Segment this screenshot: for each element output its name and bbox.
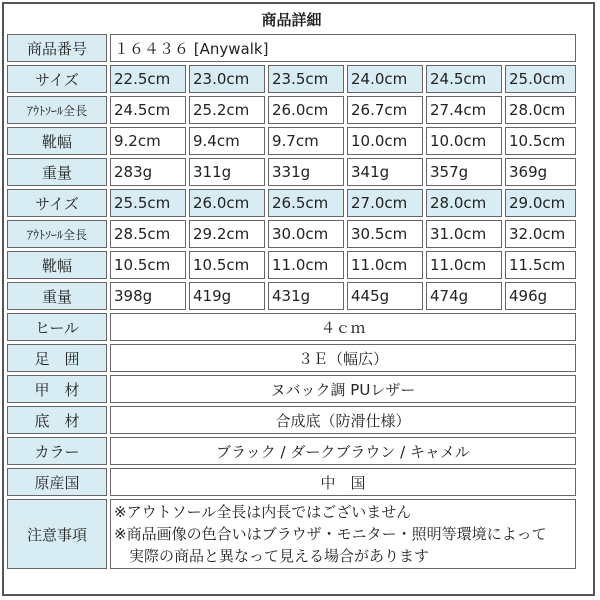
- shoe-width-cell: 11.0cm: [347, 251, 423, 279]
- shoe-width-cell: 11.5cm: [505, 251, 576, 279]
- weight-cell: 369g: [505, 158, 576, 186]
- shoe-width-cell: 10.5cm: [505, 127, 576, 155]
- table-title: 商品詳細: [261, 10, 322, 29]
- size-cell: 23.0cm: [189, 65, 265, 93]
- outsole-length-cell: 26.0cm: [268, 96, 344, 124]
- outsole-length-label: ｱｳﾄｿｰﾙ全長: [7, 220, 107, 248]
- weight-cell: 496g: [505, 282, 576, 310]
- weight-cell: 474g: [426, 282, 502, 310]
- size-label: サイズ: [7, 65, 107, 93]
- size-cell: 25.0cm: [505, 65, 576, 93]
- shoe-width-cell: 10.0cm: [347, 127, 423, 155]
- outsole-length-cell: 31.0cm: [426, 220, 502, 248]
- size-cell: 24.5cm: [426, 65, 502, 93]
- product-number-value: １６４３６ [Anywalk]: [110, 34, 576, 62]
- outsole-length-row: [7, 220, 576, 248]
- weight-cell: 398g: [110, 282, 186, 310]
- weight-cell: 445g: [347, 282, 423, 310]
- outsole-length-cell: 26.7cm: [347, 96, 423, 124]
- product-number-label: 商品番号: [7, 34, 107, 62]
- color-row: [7, 437, 576, 465]
- weight-label: 重量: [7, 158, 107, 186]
- product-detail-table: [4, 4, 579, 572]
- size-row: [7, 189, 576, 217]
- size-row: [7, 65, 576, 93]
- notes-row: [7, 499, 576, 569]
- notes-value: [110, 499, 576, 569]
- size-cell: 26.0cm: [189, 189, 265, 217]
- color-value: ブラック / ダークブラウン / キャメル: [110, 437, 576, 465]
- weight-cell: 283g: [110, 158, 186, 186]
- weight-row: [7, 282, 576, 310]
- outsole-length-cell: 28.5cm: [110, 220, 186, 248]
- title-row: [7, 7, 576, 31]
- shoe-width-cell: 10.5cm: [110, 251, 186, 279]
- notes-label: 注意事項: [7, 499, 107, 569]
- color-label: カラー: [7, 437, 107, 465]
- weight-cell: 419g: [189, 282, 265, 310]
- weight-cell: 357g: [426, 158, 502, 186]
- notes-line: 実際の商品と異なって見える場合があります: [114, 547, 430, 565]
- weight-cell: 331g: [268, 158, 344, 186]
- size-cell: 25.5cm: [110, 189, 186, 217]
- size-cell: 29.0cm: [505, 189, 576, 217]
- size-cell: 22.5cm: [110, 65, 186, 93]
- weight-label: 重量: [7, 282, 107, 310]
- fit-value: ３Ｅ（幅広）: [110, 344, 576, 372]
- outsole-length-cell: 29.2cm: [189, 220, 265, 248]
- weight-cell: 431g: [268, 282, 344, 310]
- fit-label: 足 囲: [7, 344, 107, 372]
- weight-cell: 341g: [347, 158, 423, 186]
- shoe-width-row: [7, 251, 576, 279]
- outsole-length-cell: 32.0cm: [505, 220, 576, 248]
- shoe-width-cell: 11.0cm: [426, 251, 502, 279]
- origin-row: [7, 468, 576, 496]
- notes-line: ※商品画像の色合いはブラウザ・モニター・照明等環境によって: [114, 525, 547, 543]
- fit-row: [7, 344, 576, 372]
- heel-label: ヒール: [7, 313, 107, 341]
- origin-label: 原産国: [7, 468, 107, 496]
- heel-value: ４ｃｍ: [110, 313, 576, 341]
- shoe-width-label: 靴幅: [7, 127, 107, 155]
- outsole-length-cell: 27.4cm: [426, 96, 502, 124]
- sole-material-value: 合成底（防滑仕様）: [110, 406, 576, 434]
- origin-value: 中 国: [110, 468, 576, 496]
- shoe-width-cell: 9.2cm: [110, 127, 186, 155]
- upper-material-row: [7, 375, 576, 403]
- heel-row: [7, 313, 576, 341]
- size-cell: 28.0cm: [426, 189, 502, 217]
- shoe-width-cell: 10.5cm: [189, 251, 265, 279]
- shoe-width-cell: 10.0cm: [426, 127, 502, 155]
- outsole-length-cell: 30.0cm: [268, 220, 344, 248]
- weight-row: [7, 158, 576, 186]
- sole-material-label: 底 材: [7, 406, 107, 434]
- shoe-width-cell: 9.7cm: [268, 127, 344, 155]
- upper-material-value: ヌバック調 PUレザー: [110, 375, 576, 403]
- size-cell: 26.5cm: [268, 189, 344, 217]
- outsole-length-label: ｱｳﾄｿｰﾙ全長: [7, 96, 107, 124]
- outsole-length-row: [7, 96, 576, 124]
- outsole-length-cell: 25.2cm: [189, 96, 265, 124]
- product-number-row: [7, 34, 576, 62]
- size-label: サイズ: [7, 189, 107, 217]
- shoe-width-label: 靴幅: [7, 251, 107, 279]
- weight-cell: 311g: [189, 158, 265, 186]
- outsole-length-cell: 30.5cm: [347, 220, 423, 248]
- shoe-width-cell: 11.0cm: [268, 251, 344, 279]
- sole-material-row: [7, 406, 576, 434]
- upper-material-label: 甲 材: [7, 375, 107, 403]
- outsole-length-cell: 24.5cm: [110, 96, 186, 124]
- shoe-width-cell: 9.4cm: [189, 127, 265, 155]
- outsole-length-cell: 28.0cm: [505, 96, 576, 124]
- size-cell: 23.5cm: [268, 65, 344, 93]
- notes-line: ※アウトソール全長は内長ではございません: [114, 503, 412, 521]
- size-cell: 27.0cm: [347, 189, 423, 217]
- shoe-width-row: [7, 127, 576, 155]
- size-cell: 24.0cm: [347, 65, 423, 93]
